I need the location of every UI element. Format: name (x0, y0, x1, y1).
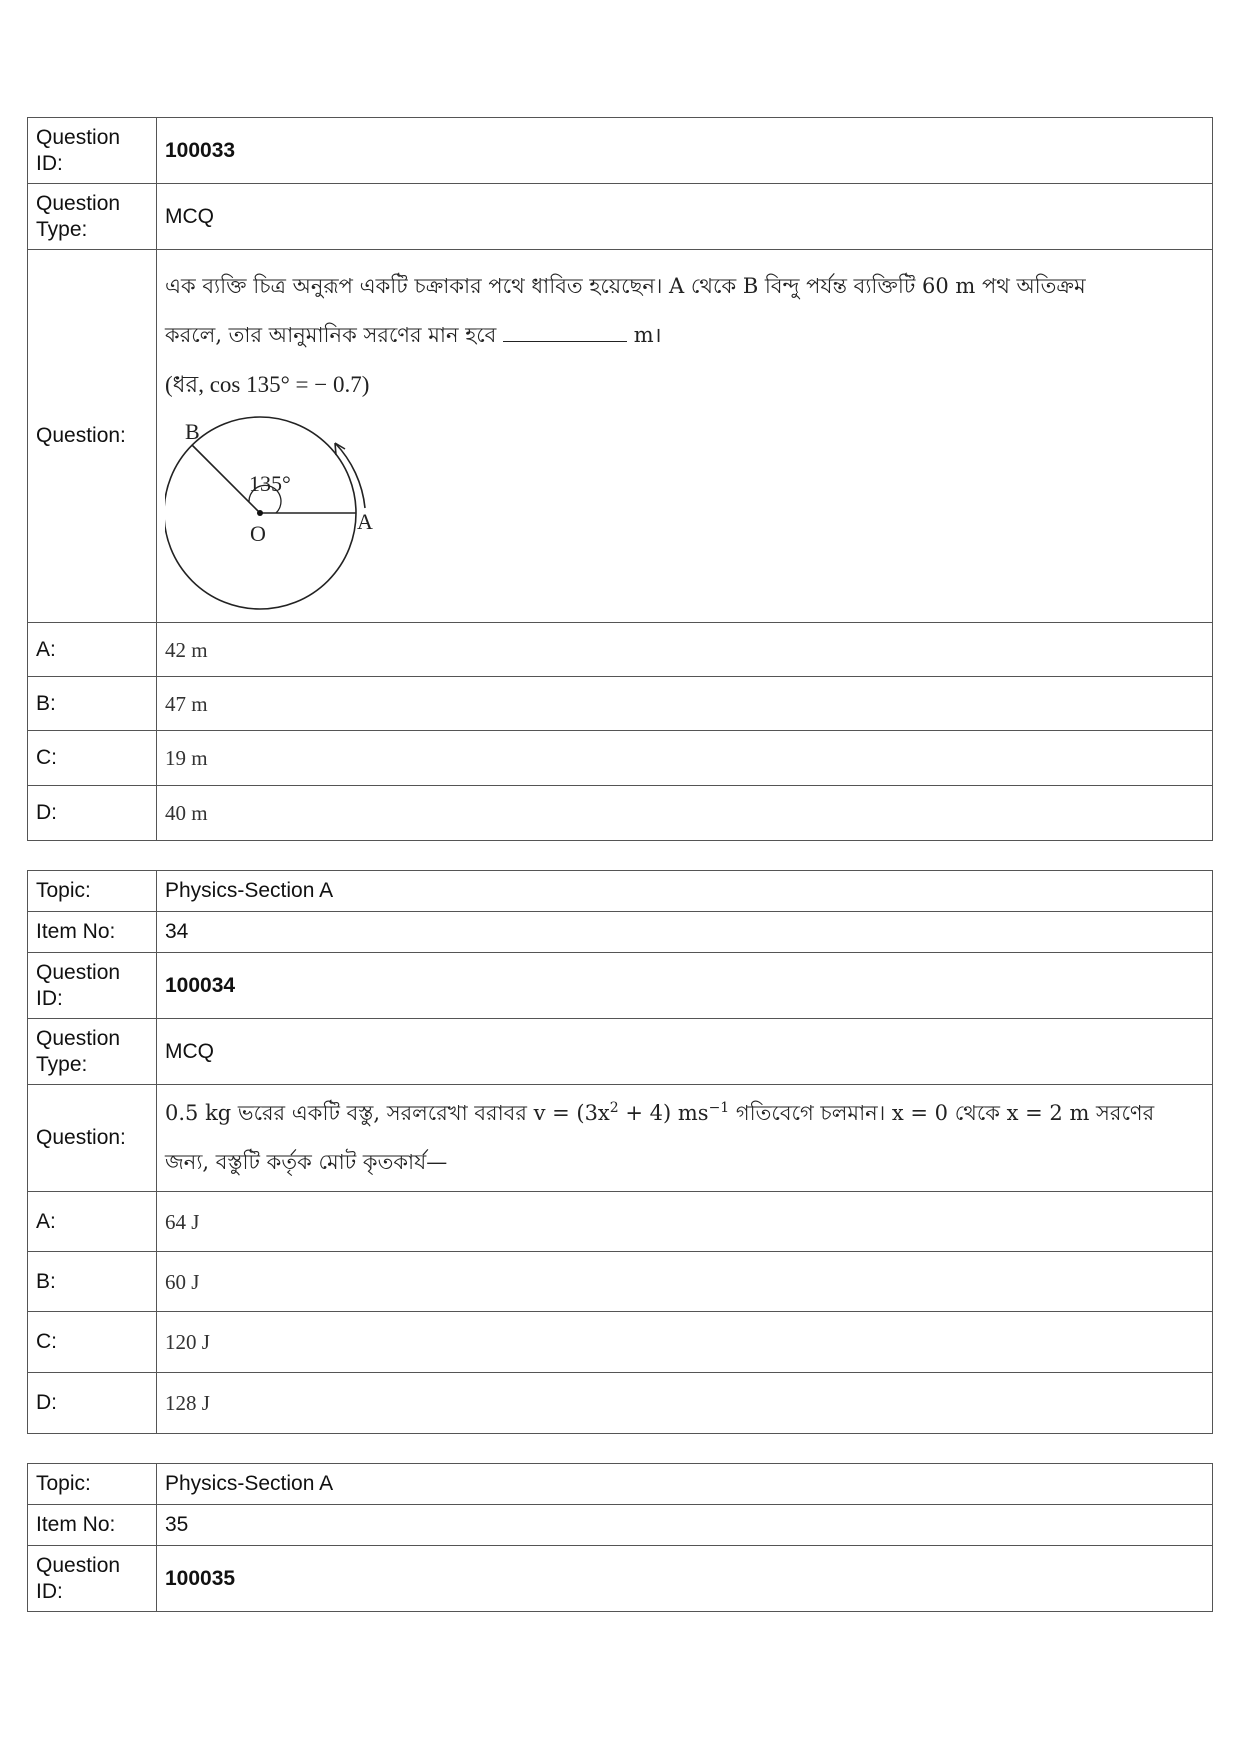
topic-value: Physics-Section A (157, 1464, 1213, 1505)
label-b: B (185, 418, 200, 444)
option-c-value: 19 m (157, 731, 1213, 786)
question-id-label: Question ID: (28, 118, 157, 184)
option-b-value: 47 m (157, 677, 1213, 731)
exponent-unit: −1 (708, 1100, 730, 1116)
answer-blank (503, 321, 627, 342)
item-no-value: 35 (157, 1505, 1213, 1546)
question-id-value: 100034 (157, 953, 1213, 1019)
question-id-value: 100033 (157, 118, 1213, 184)
option-a-value: 42 m (157, 623, 1213, 677)
option-d-label: D: (28, 1373, 157, 1434)
question-text-part1: 0.5 kg ভরের একটি বস্তু, সরলরেখা বরাবর v = (3x (165, 1101, 610, 1125)
item-no-label: Item No: (28, 912, 157, 953)
question-body (157, 250, 1213, 623)
question-type-label: Question Type: (28, 184, 157, 250)
question-text-line1: এক ব্যক্তি চিত্র অনুরূপ একটি চক্রাকার পথে ধাবিত হয়েছেন। A থেকে B বিন্দু পর্যন্ত ব্যক্তিটি 60 m পথ অতিক্রম (165, 273, 1086, 298)
question-text-line2a: করলে, তার আনুমানিক সরণের মান হবে (165, 322, 497, 347)
label-o: O (250, 520, 266, 546)
option-d-label: D: (28, 786, 157, 841)
item-no-label: Item No: (28, 1505, 157, 1546)
question-text-part3: গতিবেগে চলমান। x = 0 থেকে x = 2 m সরণের (729, 1101, 1155, 1125)
option-c-label: C: (28, 1312, 157, 1373)
question-text-line2 (165, 311, 1204, 360)
question-type-value: MCQ (157, 184, 1213, 250)
topic-label: Topic: (28, 1464, 157, 1505)
question-id-label: Question ID: (28, 1546, 157, 1612)
center-point (257, 510, 263, 516)
question-text-line1 (165, 1089, 1204, 1138)
option-c-value: 120 J (157, 1312, 1213, 1373)
option-b-label: B: (28, 1252, 157, 1312)
question-label: Question: (28, 250, 157, 623)
question-100035-table (27, 1463, 1213, 1612)
option-d-value: 40 m (157, 786, 1213, 841)
question-body (157, 1085, 1213, 1192)
question-id-value: 100035 (157, 1546, 1213, 1612)
question-text-line3: (ধর, cos 135° = − 0.7) (165, 371, 370, 397)
option-d-value: 128 J (157, 1373, 1213, 1434)
label-angle: 135° (249, 470, 291, 496)
exponent: 2 (609, 1100, 619, 1116)
option-b-label: B: (28, 677, 157, 731)
question-type-value: MCQ (157, 1019, 1213, 1085)
question-text-part2: + 4) ms (618, 1101, 709, 1125)
question-100034-table (27, 870, 1213, 1434)
option-a-label: A: (28, 623, 157, 677)
question-text-line2b: m। (633, 322, 662, 347)
item-no-value: 34 (157, 912, 1213, 953)
option-a-value: 64 J (157, 1192, 1213, 1252)
label-a: A (357, 508, 373, 534)
question-text-line2: জন্য, বস্তুটি কর্তৃক মোট কৃতকার্য— (165, 1150, 448, 1174)
circle-diagram (165, 413, 395, 611)
direction-arc (335, 443, 365, 508)
option-b-value: 60 J (157, 1252, 1213, 1312)
question-100033-table (27, 117, 1213, 841)
topic-label: Topic: (28, 871, 157, 912)
question-type-label: Question Type: (28, 1019, 157, 1085)
question-id-label: Question ID: (28, 953, 157, 1019)
option-c-label: C: (28, 731, 157, 786)
topic-value: Physics-Section A (157, 871, 1213, 912)
question-label: Question: (28, 1085, 157, 1192)
option-a-label: A: (28, 1192, 157, 1252)
